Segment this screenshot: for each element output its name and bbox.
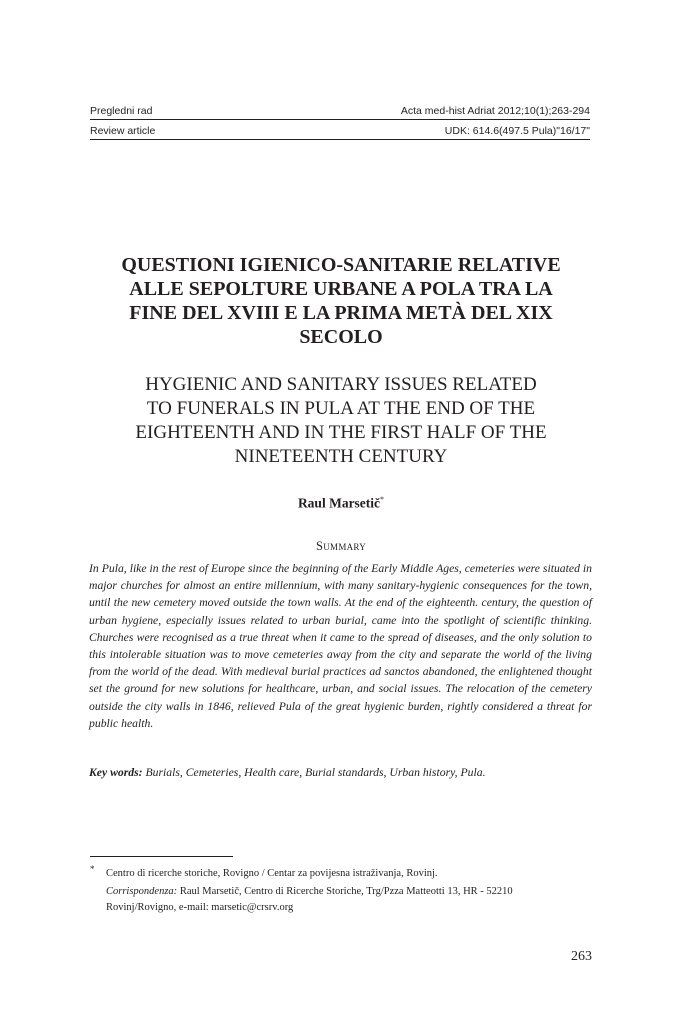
title-line: HYGIENIC AND SANITARY ISSUES RELATED [145, 374, 537, 395]
header-rule [90, 119, 590, 120]
author [0, 495, 682, 512]
title-line: FINE DEL XVIII E LA PRIMA METÀ DEL XIX [129, 302, 553, 324]
footnote-rule [90, 856, 233, 857]
article-type-en: Review article [90, 125, 156, 137]
author-name: Raul Marsetič [297, 495, 381, 511]
header-row-1 [90, 104, 590, 120]
keywords-label: Key words: [89, 766, 143, 779]
title-italian [60, 253, 622, 349]
title-line: EIGHTEENTH AND IN THE FIRST HALF OF THE [135, 422, 547, 443]
header-row-2 [90, 124, 590, 140]
journal-citation: Acta med-hist Adriat 2012;10(1);263-294 [400, 105, 590, 117]
udk-code: UDK: 614.6(497.5 Pula)"16/17" [444, 125, 590, 137]
title-line: SECOLO [299, 326, 383, 348]
abstract-text: In Pula, like in the rest of Europe since the beginning of the Early Middle Ages, cemeteries were situated in major churches for almost an entire millennium, with many sanitary-hygienic consequences for the town, until the new cemetery moved outside the town walls. At the end of the eighteenth. century, the question of urban hygiene, especially issues related to urban burial, came into the spotlight of scientific thinking. Churches were recognised as a true threat when it came to the spread of diseases, and the only solution to this intolerable situation was to move cemeteries away from the city and separate the world of the living from the world of the dead. With medieval burial practices ad sanctos abandoned, the enlightened thought set the ground for new solutions for healthcare, urban, and social issues. The relocation of the cemetery outside the city walls in 1846, relieved Pula of the great hygienic burden, rightly considered a threat for public health. [89, 562, 592, 730]
title-line: NINETEENTH CENTURY [234, 446, 448, 467]
correspondence-text: Raul Marsetič, Centro di Ricerche Storiche, Trg/Pzza Matteotti 13, HR - 52210 Rovinj/Rovigno, e-mail: marsetic@crsrv.org [106, 886, 513, 913]
title-line: TO FUNERALS IN PULA AT THE END OF THE [146, 398, 536, 419]
header-rule [90, 139, 590, 140]
title-line: QUESTIONI IGIENICO-SANITARIE RELATIVE [121, 254, 561, 276]
author-footnote-mark: * [380, 495, 385, 504]
footnote-mark: * [90, 864, 95, 874]
footnote-correspondence [106, 884, 584, 915]
article-type-hr: Pregledni rad [90, 105, 153, 117]
keywords-text: Burials, Cemeteries, Health care, Burial standards, Urban history, Pula. [142, 766, 486, 779]
footnote-affiliation: Centro di ricerche storiche, Rovigno / Centar za povijesna istraživanja, Rovinj. [106, 868, 438, 879]
keywords [89, 764, 592, 781]
title-line: ALLE SEPOLTURE URBANE A POLA TRA LA [129, 278, 553, 300]
summary-heading: Summary [315, 539, 367, 553]
correspondence-label: Corrispondenza: [106, 886, 178, 897]
title-english [60, 373, 622, 469]
page-number: 263 [571, 949, 592, 964]
